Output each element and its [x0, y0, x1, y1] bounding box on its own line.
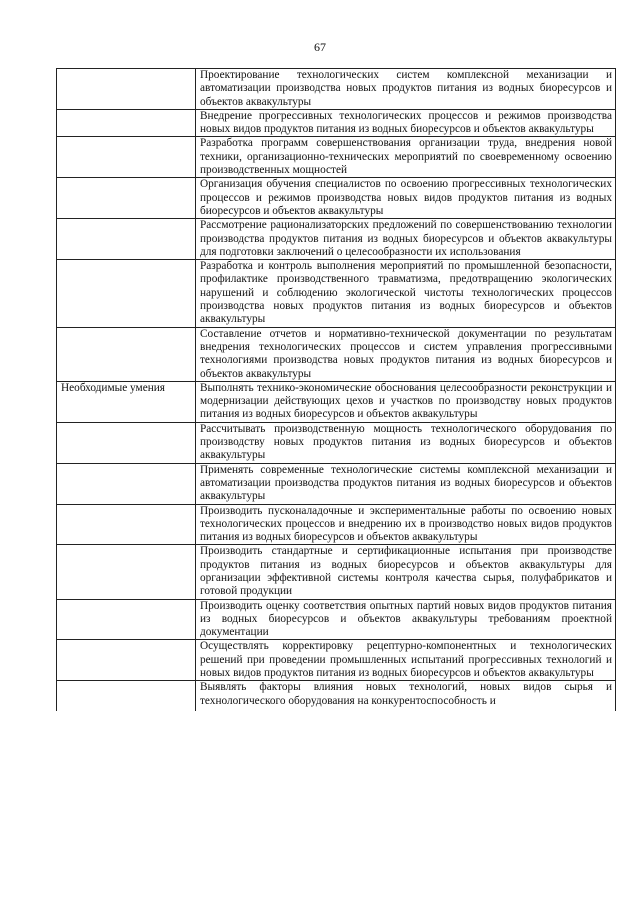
competency-table	[56, 68, 616, 711]
table-row	[57, 681, 616, 712]
row-label	[57, 504, 196, 545]
row-text: Разработка и контроль выполнения мероприятий по промышленной безопасности, профилактике производственного травматизма, предотвращению экологических нарушений и соблюдению экологической чистоты технологических процессов производства новых продуктов питания из водных биоресурсов и объектов аквакультуры	[196, 260, 616, 327]
table-row	[57, 69, 616, 110]
row-text: Производить пусконаладочные и экспериментальные работы по освоению новых технологических процессов и внедрению их в производство новых видов продуктов питания из водных биоресурсов и объектов аквакультуры	[196, 504, 616, 545]
row-label	[57, 422, 196, 463]
row-label	[57, 137, 196, 178]
table-row	[57, 260, 616, 327]
row-text: Осуществлять корректировку рецептурно-компонентных и технологических решений при проведении промышленных испытаний прогрессивных технологий и новых видов продуктов питания из водных биоресурсов и объектов аквакультуры	[196, 640, 616, 681]
row-label	[57, 640, 196, 681]
table-row	[57, 219, 616, 260]
row-text: Применять современные технологические системы комплексной механизации и автоматизации производства продуктов питания из водных биоресурсов и объектов аквакультуры	[196, 463, 616, 504]
row-text: Рассчитывать производственную мощность технологического оборудования по производству новых продуктов питания из водных биоресурсов и объектов аквакультуры	[196, 422, 616, 463]
table-row	[57, 109, 616, 137]
table-row	[57, 178, 616, 219]
table-row	[57, 504, 616, 545]
row-text: Выявлять факторы влияния новых технологий, новых видов сырья и технологического оборудования на конкурентоспособность и	[196, 681, 616, 712]
table-row	[57, 422, 616, 463]
table-row	[57, 545, 616, 599]
row-label	[57, 178, 196, 219]
table-row	[57, 381, 616, 422]
row-label	[57, 219, 196, 260]
row-text: Составление отчетов и нормативно-технической документации по результатам внедрения технологических процессов и систем управления прогрессивными технологиями производства новых продуктов питания из водных биоресурсов и объектов аквакультуры	[196, 327, 616, 381]
table-row	[57, 463, 616, 504]
row-text: Разработка программ совершенствования организации труда, внедрения новой техники, организационно-технических мероприятий по своевременному освоению производственных мощностей	[196, 137, 616, 178]
table-row	[57, 137, 616, 178]
row-text: Выполнять технико-экономические обоснования целесообразности реконструкции и модернизации действующих цехов и участков по производству новых продуктов питания из водных биоресурсов и объектов аквакультуры	[196, 381, 616, 422]
row-text: Проектирование технологических систем комплексной механизации и автоматизации производства новых продуктов питания из водных биоресурсов и объектов аквакультуры	[196, 69, 616, 110]
row-label	[57, 260, 196, 327]
row-text: Внедрение прогрессивных технологических процессов и режимов производства новых видов продуктов питания из водных биоресурсов и объектов аквакультуры	[196, 109, 616, 137]
row-text: Рассмотрение рационализаторских предложений по совершенствованию технологии производства продуктов питания из водных биоресурсов и объектов аквакультуры для подготовки заключений о целесообразности их использования	[196, 219, 616, 260]
row-label-required-skills: Необходимые умения	[57, 381, 196, 422]
table-row	[57, 640, 616, 681]
page-number: 67	[314, 40, 326, 54]
row-label	[57, 463, 196, 504]
row-label	[57, 599, 196, 640]
row-label	[57, 69, 196, 110]
row-label	[57, 327, 196, 381]
table-row	[57, 599, 616, 640]
row-label	[57, 109, 196, 137]
table-row	[57, 327, 616, 381]
row-text: Организация обучения специалистов по освоению прогрессивных технологических процессов и режимов производства новых видов продуктов питания из водных биоресурсов и объектов аквакультуры	[196, 178, 616, 219]
row-text: Производить стандартные и сертификационные испытания при производстве продуктов питания из водных биоресурсов и объектов аквакультуры для организации эффективной системы контроля качества сырья, полуфабрикатов и готовой продукции	[196, 545, 616, 599]
row-label	[57, 545, 196, 599]
row-label	[57, 681, 196, 712]
row-text: Производить оценку соответствия опытных партий новых видов продуктов питания из водных биоресурсов и объектов аквакультуры требованиям проектной документации	[196, 599, 616, 640]
